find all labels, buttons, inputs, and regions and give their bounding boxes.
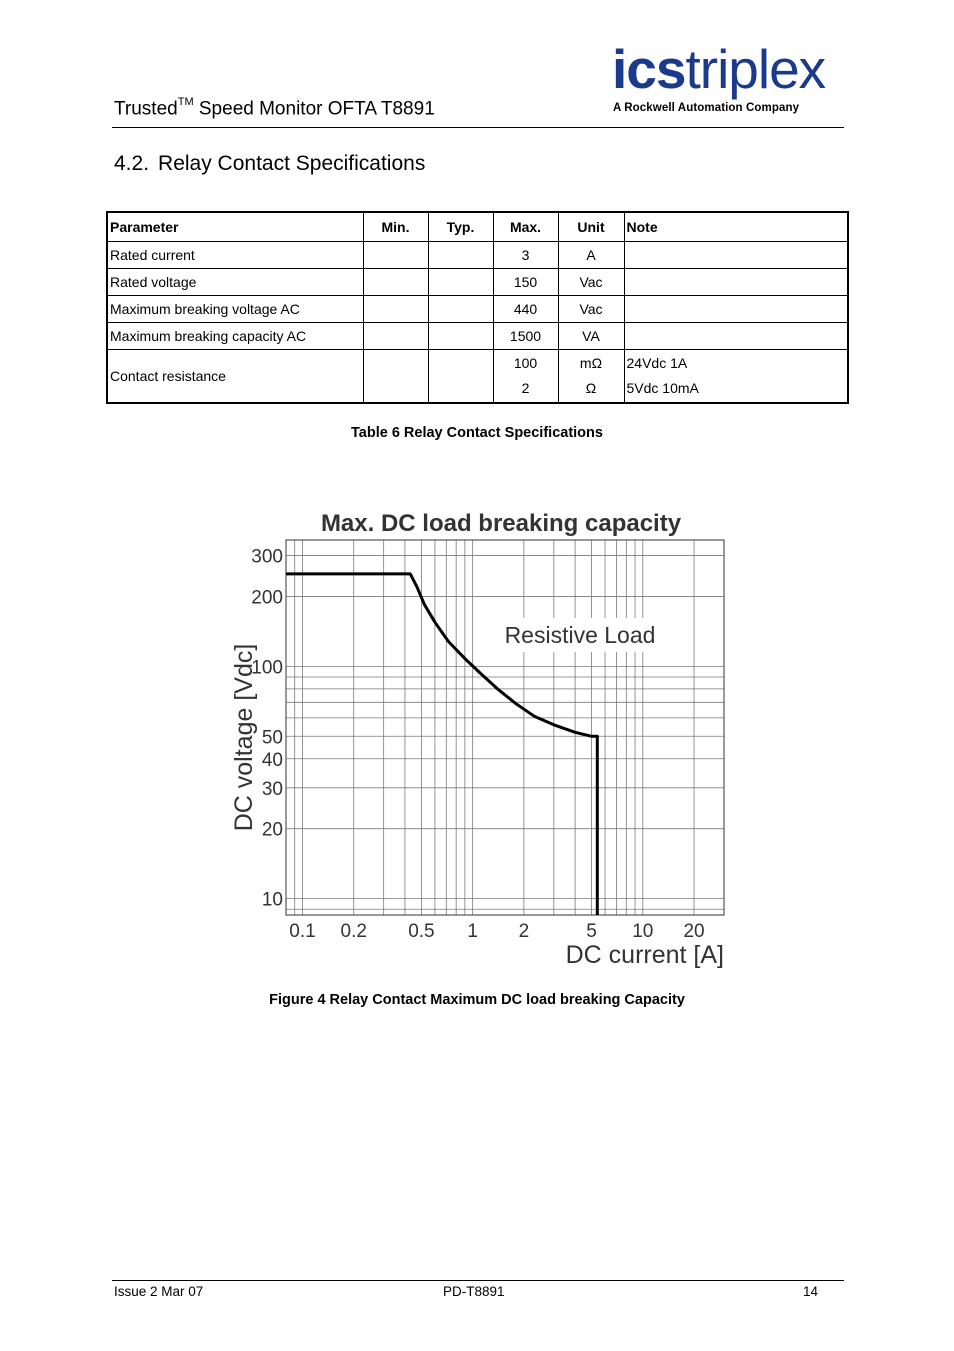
cell-typ — [428, 350, 493, 404]
cell-max: 150 — [493, 269, 558, 296]
footer-page-number: 14 — [803, 1284, 819, 1299]
cell-unit-value-2: Ω — [585, 380, 597, 396]
y-tick-label: 40 — [261, 749, 283, 771]
cell-unit-value-1: mΩ — [579, 355, 603, 371]
x-tick-label: 5 — [586, 921, 597, 942]
table-caption: Table 6 Relay Contact Specifications — [351, 425, 603, 441]
col-header-min: Min. — [363, 212, 428, 242]
table-header-row — [107, 212, 848, 242]
cell-min — [363, 269, 428, 296]
logo-tagline: A Rockwell Automation Company — [613, 102, 800, 114]
col-header-max: Max. — [493, 212, 558, 242]
cell-max-value-1: 100 — [513, 355, 538, 371]
x-tick-label: 0.1 — [289, 921, 316, 942]
logo-light-part: triplex — [685, 38, 826, 100]
x-axis-label: DC current [A] — [565, 941, 724, 969]
dc-breaking-capacity-chart — [222, 502, 732, 972]
cell-unit: Vac — [558, 296, 624, 323]
x-tick-label: 2 — [518, 921, 530, 942]
cell-note — [624, 296, 848, 323]
cell-max — [493, 350, 558, 404]
title-suffix: Speed Monitor OFTA T8891 — [193, 98, 435, 120]
cell-parameter: Maximum breaking voltage AC — [107, 296, 363, 323]
cell-max: 3 — [493, 242, 558, 269]
company-logo — [612, 38, 844, 116]
cell-note — [624, 323, 848, 350]
cell-parameter: Rated voltage — [107, 269, 363, 296]
table-row — [107, 269, 848, 296]
cell-max: 1500 — [493, 323, 558, 350]
cell-note — [624, 350, 848, 404]
table-row — [107, 242, 848, 269]
cell-max: 440 — [493, 296, 558, 323]
section-heading — [114, 152, 425, 176]
annotation-resistive-load: Resistive Load — [504, 622, 656, 648]
cell-unit: VA — [558, 323, 624, 350]
footer-divider — [112, 1280, 844, 1281]
x-tick-label: 0.5 — [408, 921, 435, 942]
cell-note-value-1: 24Vdc 1A — [626, 355, 688, 371]
cell-typ — [428, 242, 493, 269]
cell-min — [363, 296, 428, 323]
cell-max-value-2: 2 — [521, 380, 530, 396]
col-header-unit: Unit — [558, 212, 624, 242]
col-header-parameter: Parameter — [107, 212, 363, 242]
y-tick-label: 30 — [261, 778, 283, 800]
cell-note — [624, 269, 848, 296]
figure-caption: Figure 4 Relay Contact Maximum DC load breaking Capacity — [269, 992, 685, 1008]
relay-spec-table — [106, 211, 849, 404]
logo-bold-part: ics — [612, 38, 686, 100]
cell-note — [624, 242, 848, 269]
logo-wordmark — [612, 38, 825, 100]
y-tick-label: 200 — [251, 587, 283, 609]
x-tick-label: 1 — [467, 921, 478, 942]
footer-doc-number: PD-T8891 — [443, 1284, 505, 1299]
cell-min — [363, 242, 428, 269]
document-title — [114, 98, 435, 120]
x-tick-label: 10 — [632, 921, 654, 942]
cell-typ — [428, 269, 493, 296]
cell-unit: A — [558, 242, 624, 269]
cell-unit — [558, 350, 624, 404]
y-tick-label: 100 — [251, 657, 283, 679]
cell-unit: Vac — [558, 269, 624, 296]
y-tick-label: 300 — [251, 546, 283, 568]
x-tick-label: 20 — [683, 921, 705, 942]
x-tick-label: 0.2 — [340, 921, 367, 942]
footer-issue: Issue 2 Mar 07 — [114, 1284, 204, 1299]
cell-min — [363, 350, 428, 404]
table-row — [107, 296, 848, 323]
section-title: Relay Contact Specifications — [158, 152, 426, 175]
cell-min — [363, 323, 428, 350]
y-tick-label: 20 — [261, 819, 283, 841]
cell-parameter: Contact resistance — [107, 350, 363, 404]
col-header-typ: Typ. — [428, 212, 493, 242]
cell-parameter: Maximum breaking capacity AC — [107, 323, 363, 350]
cell-typ — [428, 323, 493, 350]
y-axis-label: DC voltage [Vdc] — [230, 643, 258, 832]
trademark-sup: TM — [177, 96, 194, 108]
table-row — [107, 350, 848, 404]
cell-note-value-2: 5Vdc 10mA — [626, 380, 699, 396]
chart-title: Max. DC load breaking capacity — [320, 510, 682, 537]
header-divider — [112, 127, 844, 128]
cell-parameter: Rated current — [107, 242, 363, 269]
title-prefix: Trusted — [114, 98, 178, 120]
y-tick-label: 10 — [261, 889, 283, 911]
table-row — [107, 323, 848, 350]
y-tick-label: 50 — [261, 727, 283, 749]
section-number: 4.2. — [114, 152, 150, 175]
col-header-note: Note — [624, 212, 848, 242]
cell-typ — [428, 296, 493, 323]
